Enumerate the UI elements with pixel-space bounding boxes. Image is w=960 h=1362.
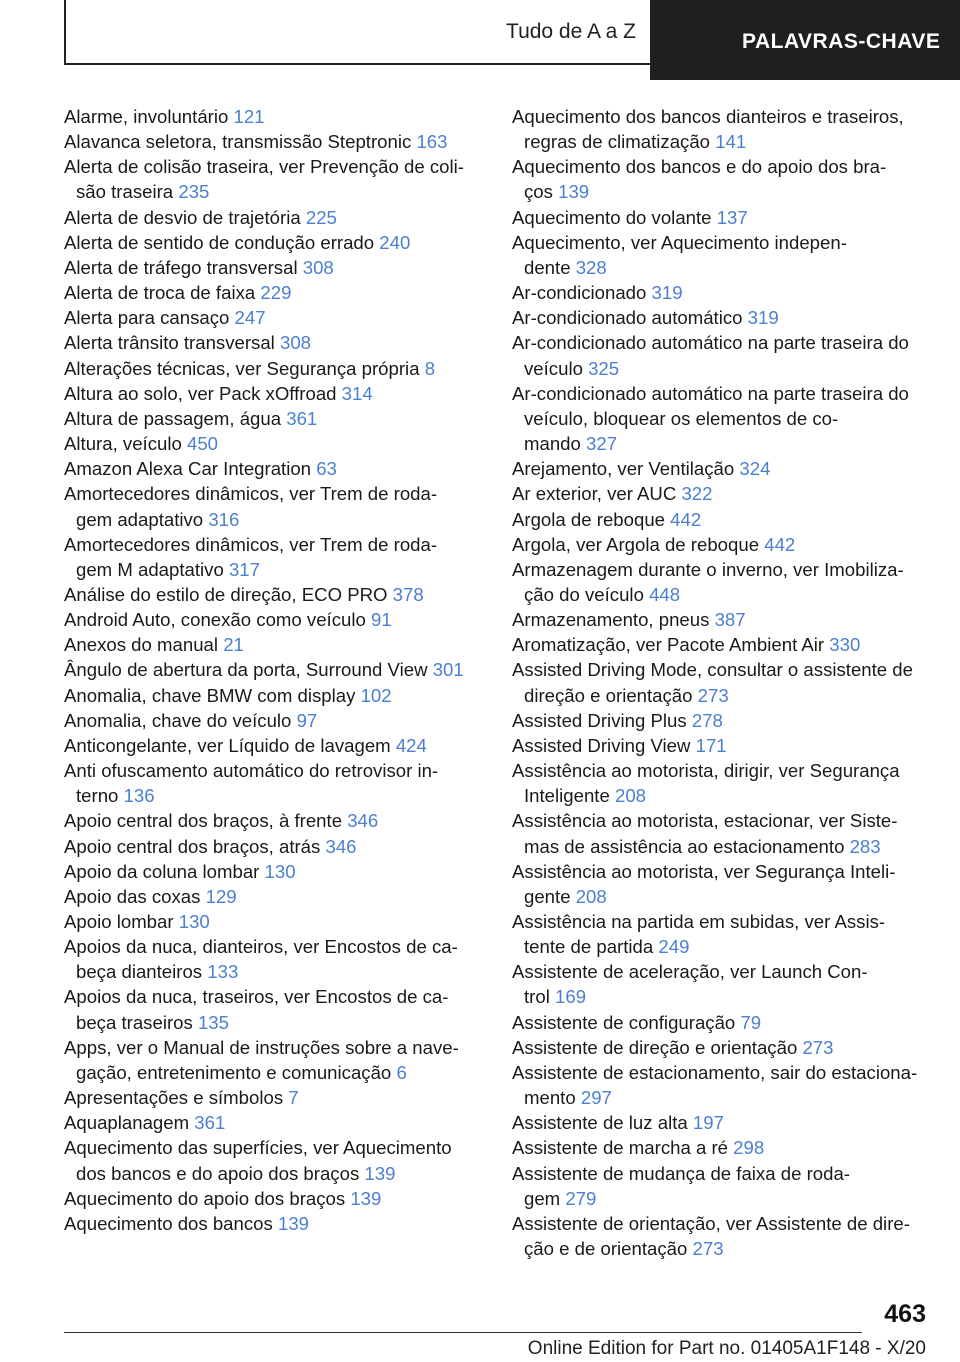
page-reference-link[interactable]: 279 — [565, 1187, 597, 1209]
index-entry — [64, 255, 484, 280]
page-reference-link[interactable]: 8 — [424, 357, 436, 379]
page-reference-link[interactable]: 163 — [416, 131, 448, 153]
index-entry-text: Aquaplanagem — [64, 1112, 190, 1134]
index-entry-text: Alerta de colisão traseira, ver Prevenção de coli- são traseira — [64, 156, 464, 203]
index-entry — [64, 683, 484, 708]
index-entry — [512, 481, 942, 506]
index-entry — [64, 406, 484, 431]
index-entry — [64, 305, 484, 330]
index-entry — [512, 104, 942, 154]
index-entry — [512, 456, 942, 481]
index-entry — [64, 230, 484, 255]
page-reference-link[interactable]: 278 — [691, 709, 723, 731]
index-entry — [64, 632, 484, 657]
index-entry-text: Alerta de troca de faixa — [64, 282, 256, 304]
index-entry — [64, 154, 484, 204]
index-entry-text: Alterações técnicas, ver Segurança própria — [64, 357, 420, 379]
page-reference-link[interactable]: 102 — [360, 684, 392, 706]
page-reference-link[interactable]: 442 — [764, 533, 796, 555]
index-entry-text: Assistente de configuração — [512, 1011, 736, 1033]
edition-footer: Online Edition for Part no. 01405A1F148 - X/20 — [527, 1338, 926, 1359]
index-entry-text: Armazenamento, pneus — [512, 609, 710, 631]
index-entry-text: Amortecedores dinâmicos, ver Trem de roda- gem adaptativo — [64, 483, 438, 530]
index-entry-text: Apoio lombar — [64, 911, 174, 932]
page-reference-link[interactable]: 63 — [316, 458, 337, 480]
index-entry-text: Assistência na partida em subidas, ver Assis- tente de partida — [512, 911, 886, 958]
page-reference-link[interactable]: 6 — [396, 1061, 407, 1083]
page-reference-link[interactable]: 308 — [280, 332, 312, 354]
page-reference-link[interactable]: 361 — [194, 1112, 226, 1134]
index-entry — [64, 582, 484, 607]
page-reference-link[interactable]: 387 — [714, 609, 746, 631]
index-entry — [64, 1186, 484, 1211]
index-entry-text: Alerta de desvio de trajetória — [64, 206, 301, 228]
index-entry — [64, 1135, 484, 1185]
page-reference-link[interactable]: 249 — [658, 936, 690, 958]
page-reference-link[interactable]: 171 — [695, 734, 727, 756]
page-reference-link[interactable]: 442 — [670, 508, 702, 530]
index-entry — [512, 607, 942, 632]
index-entry-text: Aquecimento das superfícies, ver Aquecimento dos bancos e do apoio dos braços — [64, 1137, 452, 1184]
index-entry — [64, 758, 484, 808]
page-reference-link[interactable]: 136 — [123, 785, 155, 807]
index-entry-text: Assisted Driving Mode, consultar o assistente de direção e orientação — [512, 659, 913, 706]
index-entry-text: Anexos do manual — [64, 634, 219, 656]
page-reference-link[interactable]: 79 — [740, 1011, 762, 1033]
index-entry-text: Aquecimento do volante — [512, 206, 712, 228]
index-entry-text: Amortecedores dinâmicos, ver Trem de roda- gem M adaptativo — [64, 533, 438, 580]
chapter-tab: PALAVRAS-CHAVE — [650, 0, 960, 80]
index-entry-text: Alerta trânsito transversal — [64, 332, 275, 354]
page-reference-link[interactable]: 328 — [575, 256, 607, 278]
index-entry-text: Alavanca seletora, transmissão Steptronic — [64, 131, 412, 153]
index-entry — [64, 532, 484, 582]
index-entry-text: Assistente de orientação, ver Assistente de dire- ção e de orientação — [512, 1212, 910, 1260]
index-entry-text: Ar-condicionado automático na parte traseira do veículo — [512, 332, 909, 379]
index-entry — [512, 1110, 942, 1135]
index-entry-text: Aquecimento dos bancos dianteiros e traseiros, regras de climatização — [512, 106, 904, 153]
index-entry — [64, 456, 484, 481]
index-entry-text: Anomalia, chave do veículo — [64, 709, 292, 731]
index-entry — [64, 834, 484, 859]
index-entry-text: Assistência ao motorista, ver Segurança Inteli- gente — [512, 860, 896, 907]
index-entry — [64, 657, 484, 682]
page-reference-link[interactable]: 273 — [802, 1036, 834, 1058]
index-entry — [512, 632, 942, 657]
page-reference-link[interactable]: 273 — [692, 1238, 724, 1260]
index-entry-text: Apoio central dos braços, atrás — [64, 835, 321, 857]
index-entry — [64, 708, 484, 733]
page-reference-link[interactable]: 139 — [364, 1162, 396, 1184]
page-reference-link[interactable]: 208 — [614, 785, 647, 807]
index-entry-text: Alerta para cansaço — [64, 307, 230, 329]
page-reference-link[interactable]: 283 — [849, 835, 881, 857]
page-reference-link[interactable]: 139 — [277, 1212, 310, 1234]
index-entry-text: Aquecimento dos bancos e do apoio dos bra- ços — [512, 156, 887, 203]
index-entry-text: Assistente de estacionamento, sair do estaciona- mento — [512, 1061, 918, 1109]
page-reference-link[interactable]: 7 — [288, 1087, 299, 1109]
page-reference-link[interactable]: 121 — [233, 106, 265, 127]
page-reference-link[interactable]: 327 — [586, 433, 618, 455]
index-entry-text: Aquecimento do apoio dos braços — [64, 1187, 346, 1209]
index-entry-text: Ar-condicionado — [512, 282, 647, 304]
index-entry — [64, 205, 484, 230]
index-entry — [512, 1060, 942, 1110]
page-reference-link[interactable]: 308 — [302, 256, 334, 278]
index-entry — [64, 984, 484, 1034]
index-entry-text: Ângulo de abertura da porta, Surround View — [64, 659, 428, 681]
page-reference-link[interactable]: 247 — [234, 307, 266, 329]
page-reference-link[interactable]: 240 — [379, 231, 411, 253]
index-entry — [64, 1211, 484, 1236]
page-reference-link[interactable]: 319 — [747, 307, 779, 329]
index-entry-text: Apoios da nuca, dianteiros, ver Encostos de ca- beça dianteiros — [64, 936, 458, 983]
index-entry-text: Anomalia, chave BMW com display — [64, 684, 356, 706]
index-entry — [512, 381, 942, 456]
page-reference-link[interactable]: 137 — [716, 206, 748, 228]
page-reference-link[interactable]: 139 — [350, 1187, 382, 1209]
page-reference-link[interactable]: 225 — [305, 206, 337, 228]
index-entry-text: Apoio das coxas — [64, 885, 201, 907]
index-entry — [512, 1035, 942, 1060]
index-entry — [512, 1010, 942, 1035]
index-entry-text: Altura de passagem, água — [64, 407, 282, 429]
page-reference-link[interactable]: 319 — [651, 282, 683, 304]
index-entry — [512, 230, 942, 280]
index-entry — [64, 431, 484, 456]
page-reference-link[interactable]: 324 — [739, 458, 771, 480]
index-entry — [64, 1110, 484, 1135]
page-reference-link[interactable]: 297 — [580, 1087, 612, 1109]
index-entry — [512, 205, 942, 230]
page-reference-link[interactable]: 424 — [395, 734, 427, 756]
index-entry-text: Apoio da coluna lombar — [64, 860, 260, 882]
index-entry-text: Aromatização, ver Pacote Ambient Air — [512, 634, 825, 656]
index-entry — [512, 758, 942, 808]
page-reference-link[interactable]: 322 — [681, 483, 713, 505]
index-entry — [512, 859, 942, 909]
index-entry — [64, 884, 484, 909]
index-entry-text: Anti ofuscamento automático do retrovisor in- terno — [64, 760, 439, 807]
index-entry-text: Anticongelante, ver Líquido de lavagem — [64, 734, 391, 756]
index-entry-text: Apps, ver o Manual de instruções sobre a nave- gação, entretenimento e comunicação — [64, 1036, 459, 1083]
index-entry-text: Aquecimento, ver Aquecimento indepen- dente — [512, 231, 847, 278]
index-entry — [512, 557, 942, 607]
page-reference-link[interactable]: 330 — [829, 634, 861, 656]
index-entry-text: Apoios da nuca, traseiros, ver Encostos de ca- beça traseiros — [64, 986, 449, 1033]
index-entry-text: Assistente de marcha a ré — [512, 1137, 728, 1159]
index-entry-text: Análise do estilo de direção, ECO PRO — [64, 583, 388, 605]
index-entry — [512, 330, 942, 380]
index-entry — [512, 657, 942, 707]
index-entry — [512, 154, 942, 204]
page-reference-link[interactable]: 208 — [575, 885, 607, 907]
index-entry — [64, 104, 484, 129]
index-entry-text: Apoio central dos braços, à frente — [64, 810, 343, 832]
index-entry-text: Alerta de tráfego transversal — [64, 256, 298, 278]
index-entry-text: Assistência ao motorista, estacionar, ver Siste- mas de assistência ao estacionamento — [512, 810, 898, 857]
index-entry — [512, 1135, 942, 1160]
page-reference-link[interactable]: 450 — [187, 433, 219, 455]
page-reference-link[interactable]: 361 — [286, 407, 318, 429]
index-entry — [64, 859, 484, 884]
index-entry-text: Assisted Driving Plus — [512, 709, 687, 731]
index-entry-text: Alerta de sentido de condução errado — [64, 231, 375, 253]
index-entry — [64, 330, 484, 355]
page-reference-link[interactable]: 169 — [555, 986, 587, 1008]
index-entry-text: Apresentações e símbolos — [64, 1087, 284, 1109]
index-entry-text: Argola, ver Argola de reboque — [512, 533, 760, 555]
index-entry-text: Assistente de mudança de faixa de roda- gem — [512, 1162, 850, 1209]
page-reference-link[interactable]: 325 — [588, 357, 620, 379]
index-entry-text: Ar-condicionado automático na parte traseira do veículo, bloquear os elementos de co- mando — [512, 382, 909, 455]
index-entry-text: Aquecimento dos bancos — [64, 1212, 273, 1234]
index-entry — [512, 1161, 942, 1211]
index-entry — [64, 129, 484, 154]
section-title: Tudo de A a Z — [506, 20, 636, 43]
index-entry — [512, 305, 942, 330]
index-entry-text: Assistência ao motorista, dirigir, ver Segurança Inteligente — [512, 760, 900, 807]
index-entry-text: Assistente de direção e orientação — [512, 1036, 798, 1058]
index-entry-text: Ar-condicionado automático — [512, 307, 743, 329]
page-reference-link[interactable]: 273 — [697, 684, 729, 706]
page-number: 463 — [884, 1300, 926, 1328]
page-reference-link[interactable]: 314 — [341, 382, 373, 404]
index-entry — [512, 1211, 942, 1261]
index-entry — [64, 1035, 484, 1085]
page-reference-link[interactable]: 229 — [260, 282, 292, 304]
index-entry — [512, 959, 942, 1009]
index-entry-text: Altura, veículo — [64, 433, 182, 455]
page-reference-link[interactable]: 141 — [715, 131, 747, 153]
index-entry — [512, 532, 942, 557]
index-entry-text: Assisted Driving View — [512, 734, 691, 756]
index-column-right — [512, 104, 942, 1261]
index-entry-text: Altura ao solo, ver Pack xOffroad — [64, 382, 337, 404]
index-entry — [64, 934, 484, 984]
index-entry — [512, 808, 942, 858]
page-reference-link[interactable]: 91 — [371, 609, 392, 631]
index-column-left — [64, 104, 484, 1236]
index-entry-text: Assistente de aceleração, ver Launch Con- trol — [512, 961, 868, 1008]
index-entry — [64, 481, 484, 531]
index-entry — [64, 909, 484, 934]
page-reference-link[interactable]: 97 — [296, 709, 318, 731]
index-entry — [512, 733, 942, 758]
index-entry — [64, 356, 484, 381]
index-entry — [64, 381, 484, 406]
page-reference-link[interactable]: 235 — [178, 181, 210, 203]
index-entry — [64, 733, 484, 758]
page-reference-link[interactable]: 316 — [208, 508, 240, 530]
page-reference-link[interactable]: 197 — [692, 1112, 724, 1134]
page-reference-link[interactable]: 129 — [205, 885, 237, 907]
index-entry — [512, 507, 942, 532]
page-reference-link[interactable]: 130 — [178, 911, 210, 932]
index-entry — [64, 808, 484, 833]
page-reference-link[interactable]: 448 — [649, 583, 681, 605]
index-entry — [64, 280, 484, 305]
page-reference-link[interactable]: 346 — [325, 835, 357, 857]
index-entry-text: Android Auto, conexão como veículo — [64, 609, 366, 631]
index-entry-text: Amazon Alexa Car Integration — [64, 458, 312, 480]
index-entry — [64, 1085, 484, 1110]
page-reference-link[interactable]: 317 — [228, 558, 260, 580]
header-divider-left — [64, 0, 66, 64]
index-entry — [512, 708, 942, 733]
index-entry-text: Armazenagem durante o inverno, ver Imobiliza- ção do veículo — [512, 558, 904, 605]
index-entry-text: Assistente de luz alta — [512, 1112, 688, 1134]
page-reference-link[interactable]: 346 — [347, 810, 379, 832]
index-entry-text: Argola de reboque — [512, 508, 665, 530]
index-entry-text: Ar exterior, ver AUC — [512, 483, 677, 505]
page-reference-link[interactable]: 378 — [392, 583, 424, 605]
page-reference-link[interactable]: 139 — [558, 181, 590, 203]
page-reference-link[interactable]: 298 — [733, 1137, 765, 1159]
index-entry — [64, 607, 484, 632]
index-entry — [512, 280, 942, 305]
footer-rule — [64, 1332, 862, 1333]
index-entry — [512, 909, 942, 959]
index-entry-text: Alarme, involuntário — [64, 106, 229, 127]
page-reference-link[interactable]: 130 — [264, 860, 296, 882]
page-reference-link[interactable]: 21 — [223, 634, 244, 656]
page-reference-link[interactable]: 301 — [432, 659, 464, 681]
page-reference-link[interactable]: 135 — [197, 1011, 229, 1033]
page-reference-link[interactable]: 133 — [207, 961, 239, 983]
index-entry-text: Arejamento, ver Ventilação — [512, 458, 735, 480]
